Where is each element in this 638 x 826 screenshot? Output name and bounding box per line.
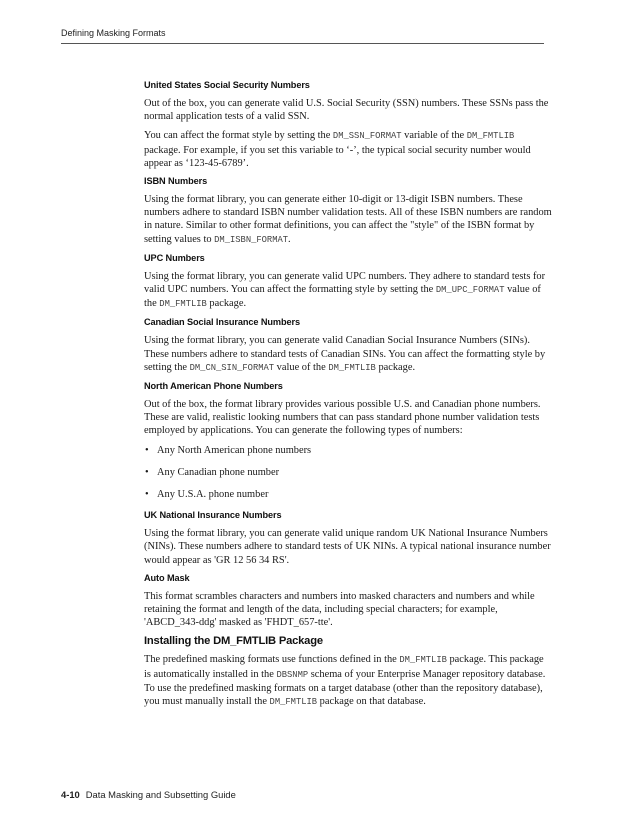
- section-ssn: [144, 80, 552, 170]
- code-term: DM_UPC_FORMAT: [435, 285, 505, 296]
- code-term: DBSNMP: [276, 669, 309, 680]
- section-heading: United States Social Security Numbers: [144, 80, 310, 90]
- paragraph: Out of the box, the format library provides various possible U.S. and Canadian phone numbers. These are valid, realistic looking numbers that can pass standard phone number validation tests employed by applications. You can generate the following types of numbers:: [144, 399, 541, 437]
- text-run: package. For example, if you set this variable to ‘-’, the typical social security number would appear as ‘123-45-6789’.: [144, 144, 531, 169]
- bullet-icon: •: [145, 489, 149, 501]
- paragraph: [144, 270, 552, 312]
- section-sin: [144, 317, 552, 375]
- paragraph: [144, 193, 552, 247]
- section-heading: Installing the DM_FMTLIB Package: [144, 635, 323, 648]
- code-term: DM_FMTLIB: [328, 362, 376, 373]
- section-heading: ISBN Numbers: [144, 176, 208, 187]
- section-heading: Auto Mask: [144, 572, 190, 583]
- section-heading: Canadian Social Insurance Numbers: [144, 317, 301, 328]
- paragraph: [144, 653, 552, 709]
- text-run: value of the: [274, 361, 329, 373]
- code-term: DM_FMTLIB: [399, 655, 447, 666]
- paragraph: Using the format library, you can generate valid unique random UK National Insurance Numbers (NINs). These numbers adhere to standard tests of UK NINs. A typical national insurance number would appear as 'GR 12 56 34 RS'.: [144, 528, 551, 566]
- section-heading: UK National Insurance Numbers: [144, 510, 282, 521]
- book-title: Data Masking and Subsetting Guide: [85, 789, 236, 800]
- paragraph: Out of the box, you can generate valid U.S. Social Security (SSN) numbers. These SSNs pass the normal application tests of a valid SSN.: [144, 98, 549, 123]
- text-run: The predefined masking formats use functions defined in the: [144, 654, 400, 666]
- section-nin: [144, 510, 552, 567]
- text-run: package.: [375, 361, 416, 373]
- code-term: DM_SSN_FORMAT: [332, 131, 402, 142]
- section-phone: [144, 381, 552, 501]
- text-run: .: [288, 233, 291, 245]
- text-run: package on that database.: [317, 696, 426, 708]
- code-term: DM_FMTLIB: [269, 697, 318, 708]
- section-upc: [144, 253, 552, 312]
- bullet-list: [144, 444, 552, 502]
- text-run: value of the: [144, 284, 541, 310]
- code-term: DM_FMTLIB: [466, 131, 515, 142]
- text-run: package.: [206, 298, 247, 310]
- page-footer: [61, 789, 236, 800]
- running-header: Defining Masking Formats: [61, 28, 166, 38]
- list-item: [144, 466, 552, 479]
- code-term: DM_CN_SIN_FORMAT: [189, 362, 275, 373]
- page-body: [144, 80, 552, 715]
- bullet-icon: •: [145, 466, 149, 478]
- text-run: package. This package is automatically installed in the: [144, 654, 544, 680]
- list-item-text: Any U.S.A. phone number: [157, 489, 269, 501]
- paragraph: [144, 334, 552, 375]
- paragraph: This format scrambles characters and numbers into masked characters and numbers and while retaining the format and length of the data, including special characters; for example, 'ABCD_343-ddg' masked as 'FHDT_657-tte'.: [144, 590, 535, 629]
- text-run: schema of your Enterprise Manager repository database. To use the predefined masking formats on a target database (other than the repository database), you must manually install the: [144, 668, 546, 708]
- header-rule: [61, 43, 544, 44]
- list-item: [144, 488, 552, 501]
- list-item: [144, 444, 552, 457]
- text-run: Using the format library, you can generate either 10-digit or 13-digit ISBN numbers. These numbers adhere to standard ISBN number validation tests. All of these ISBN numbers are random in nature. Similar to other format definitions, you can affect the "style" of the ISBN format by setting values to: [144, 194, 552, 245]
- code-term: DM_FMTLIB: [159, 299, 207, 310]
- text-run: variable of the: [401, 130, 467, 142]
- section-install: [144, 635, 552, 709]
- text-run: You can affect the format style by setting the: [144, 130, 333, 142]
- page-number: 4-10: [61, 789, 80, 800]
- paragraph: [144, 129, 552, 170]
- list-item-text: Any North American phone numbers: [157, 444, 312, 456]
- list-item-text: Any Canadian phone number: [157, 466, 280, 478]
- text-run: Using the format library, you can generate valid Canadian Social Insurance Numbers (SINs). These numbers adhere to standard tests of Canadian SINs. You can affect the formatting style by setting the: [144, 335, 546, 373]
- section-isbn: [144, 176, 552, 247]
- section-heading: UPC Numbers: [144, 252, 205, 263]
- bullet-icon: •: [145, 444, 149, 456]
- section-automask: [144, 573, 552, 630]
- code-term: DM_ISBN_FORMAT: [214, 234, 289, 245]
- text-run: Using the format library, you can generate valid UPC numbers. They adhere to standard tests for valid UPC numbers. You can affect the formatting style by setting the: [144, 270, 546, 296]
- section-heading: North American Phone Numbers: [144, 381, 283, 392]
